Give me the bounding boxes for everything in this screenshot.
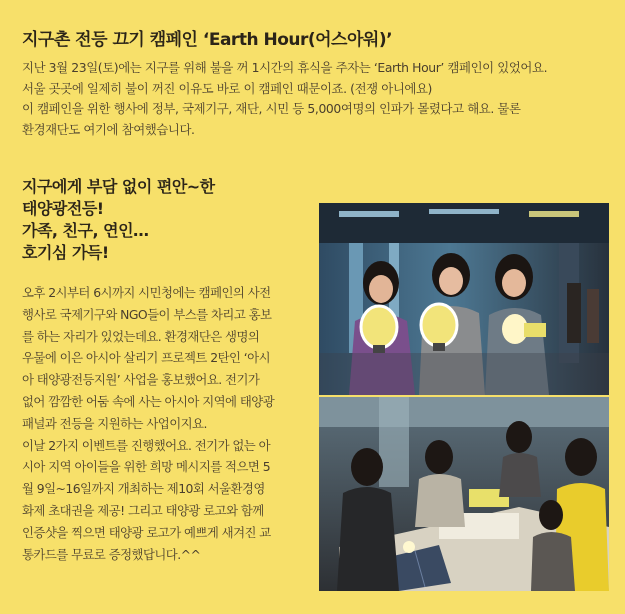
body-line: 시아 지역 아이들을 위한 희망 메시지를 적으면 5 [22, 459, 271, 475]
body-paragraph [22, 282, 308, 565]
subheading-line: 가족, 친구, 연인… [22, 221, 149, 240]
body-line: 인증샷을 찍으면 태양광 로고가 예쁘게 새겨진 교 [22, 524, 271, 540]
photo-booth-visitors [319, 397, 609, 591]
subheading-line: 태양광전등! [22, 199, 104, 218]
photo-girls-illustration [319, 203, 609, 395]
intro-line: 서울 곳곳에 일제히 불이 꺼진 이유도 바로 이 캠페인 때문이죠. (전쟁 아니에요) [22, 80, 432, 96]
body-line: 패널과 전등을 지원하는 사업이지요. [22, 415, 207, 431]
body-line: 오후 2시부터 6시까지 시민청에는 캠페인의 사전 [22, 285, 271, 300]
intro-paragraph [22, 58, 612, 140]
photo-girls-with-lightbulb-cards [319, 203, 609, 395]
body-line: 우물에 이은 아시아 살리기 프로젝트 2탄인 ‘아시 [22, 350, 271, 366]
intro-line: 지난 3월 23일(토)에는 지구를 위해 불을 꺼 1시간의 휴식을 주자는 ‘Earth Hour’ 캠페인이 있었어요. [22, 60, 548, 75]
subheading-line: 지구에게 부담 없이 편안~한 [22, 177, 215, 196]
body-line: 통카드를 무료로 증정했답니다.^^ [22, 546, 201, 562]
intro-line: 환경재단도 여기에 참여했습니다. [22, 121, 195, 137]
section-subheading [22, 176, 312, 264]
body-line: 화제 초대권을 제공! 그리고 태양광 로고와 함께 [22, 502, 264, 518]
body-line: 를 하는 자리가 있었는데요. 환경재단은 생명의 [22, 328, 260, 344]
body-line: 행사로 국제기구와 NGO들이 부스를 차리고 홍보 [22, 306, 272, 322]
intro-line: 이 캠페인을 위한 행사에 정부, 국제기구, 재단, 시민 등 5,000여명의 인파가 몰렸다고 해요. 물론 [22, 101, 521, 116]
body-line: 아 태양광전등지원’ 사업을 홍보했어요. 전기가 [22, 372, 260, 388]
article-title: 지구촌 전등 끄기 캠페인 ‘Earth Hour(어스아워)’ [22, 30, 393, 50]
photo-booth-illustration [319, 397, 609, 591]
body-line: 없어 깜깜한 어둠 속에 사는 아시아 지역에 태양광 [22, 393, 275, 409]
subheading-line: 호기심 가득! [22, 243, 109, 262]
body-line: 월 9일~16일까지 개최하는 제10회 서울환경영 [22, 481, 265, 497]
body-line: 이날 2가지 이벤트를 진행했어요. 전기가 없는 아 [22, 437, 271, 453]
